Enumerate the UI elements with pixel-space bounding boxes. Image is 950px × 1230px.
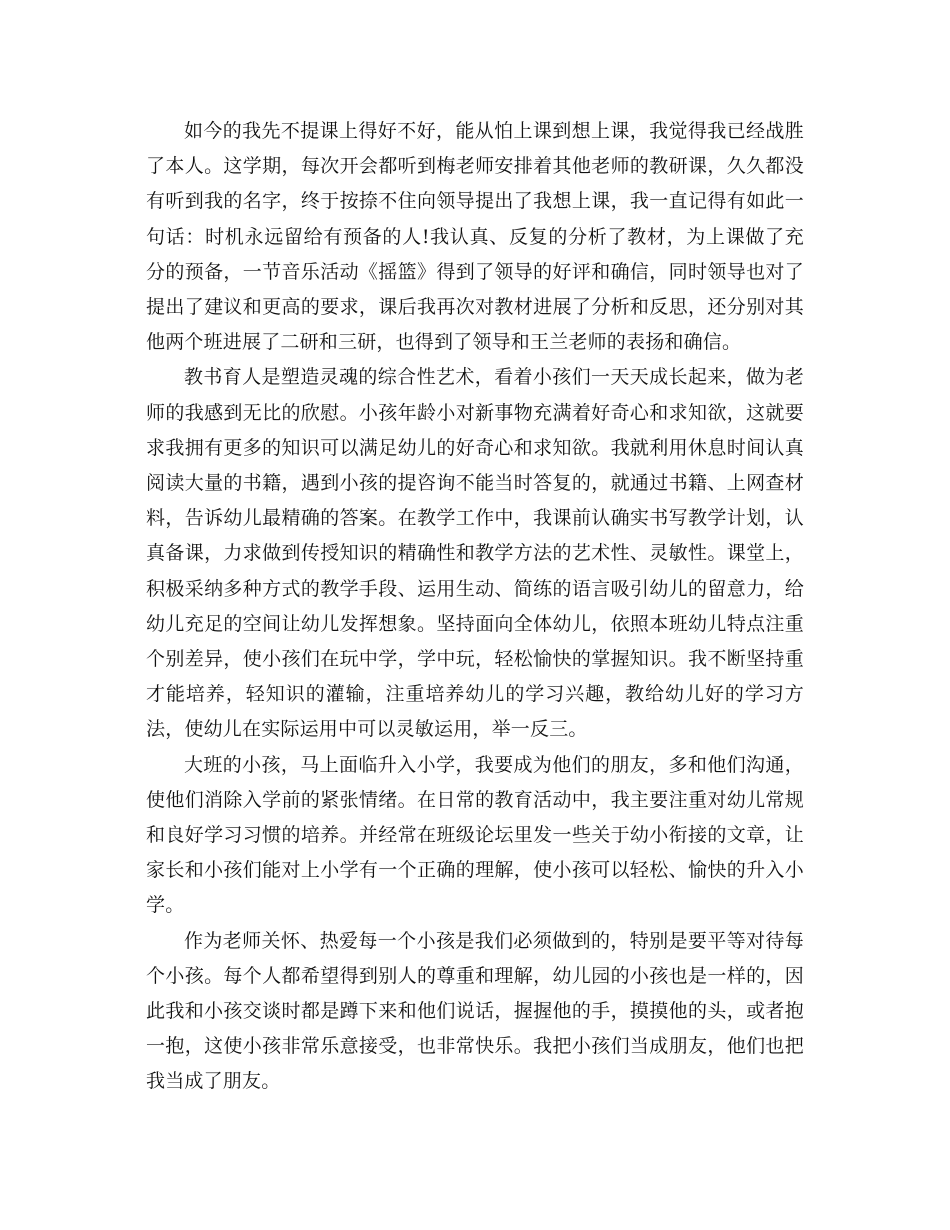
paragraph-4: 作为老师关怀、热爱每一个小孩是我们必须做到的，特别是要平等对待每个小孩。每个人都希望得到别人的尊重和理解，幼儿园的小孩也是一样的，因此我和小孩交谈时都是蹲下来和他们说话，握握他的手，摸摸他的头，或者抱一抱，这使小孩非常乐意接受，也非常快乐。我把小孩们当成朋友，他们也把我当成了朋友。 bbox=[146, 929, 804, 1093]
document-body bbox=[146, 114, 804, 1100]
paragraph-2: 教书育人是塑造灵魂的综合性艺术，看着小孩们一天天成长起来，做为老师的我感到无比的欣慰。小孩年龄小对新事物充满着好奇心和求知欲，这就要求我拥有更多的知识可以满足幼儿的好奇心和求知欲。我就利用休息时间认真阅读大量的书籍，遇到小孩的提咨询不能当时答复的，就通过书籍、上网查材料，告诉幼儿最精确的答案。在教学工作中，我课前认确实书写教学计划，认真备课，力求做到传授知识的精确性和教学方法的艺术性、灵敏性。课堂上，积极采纳多种方式的教学手段、运用生动、简练的语言吸引幼儿的留意力，给幼儿充足的空间让幼儿发挥想象。坚持面向全体幼儿，依照本班幼儿特点注重个别差异，使小孩们在玩中学，学中玩，轻松愉快的掌握知识。我不断坚持重才能培养，轻知识的灌输，注重培养幼儿的学习兴趣，教给幼儿好的学习方法，使幼儿在实际运用中可以灵敏运用，举一反三。 bbox=[146, 366, 804, 741]
paragraph-1: 如今的我先不提课上得好不好，能从怕上课到想上课，我觉得我已经战胜了本人。这学期，每次开会都听到梅老师安排着其他老师的教研课，久久都没有听到我的名字，终于按捺不住向领导提出了我想上课，我一直记得有如此一句话：时机永远留给有预备的人!我认真、反复的分析了教材，为上课做了充分的预备，一节音乐活动《摇篮》得到了领导的好评和确信，同时领导也对了提出了建议和更高的要求，课后我再次对教材进展了分析和反思，还分别对其他两个班进展了二研和三研，也得到了领导和王兰老师的表扬和确信。 bbox=[146, 120, 804, 354]
paragraph-3: 大班的小孩，马上面临升入小学，我要成为他们的朋友，多和他们沟通，使他们消除入学前的紧张情绪。在日常的教育活动中，我主要注重对幼儿常规和良好学习习惯的培养。并经常在班级论坛里发一些关于幼小衔接的文章，让家长和小孩们能对上小学有一个正确的理解，使小孩可以轻松、愉快的升入小学。 bbox=[146, 753, 804, 917]
